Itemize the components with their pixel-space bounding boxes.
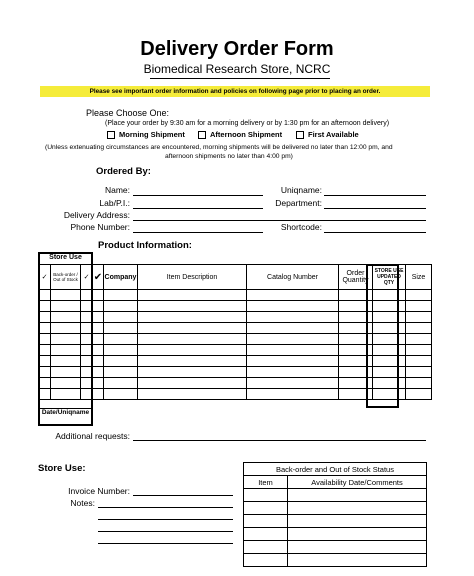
notes-line[interactable] [98,507,233,508]
department-label: Department: [275,198,322,208]
notes-label: Notes: [70,498,95,508]
table-row[interactable] [244,554,427,567]
name-field[interactable] [133,195,263,196]
lab-label: Lab/P.I.: [99,198,130,208]
bo-avail-col: Availability Date/Comments [288,476,427,489]
checkbox-icon[interactable] [107,131,115,139]
check-icon: ✔ [93,265,104,290]
store-use-box [38,252,93,426]
notes-line[interactable] [98,543,233,544]
bo-item-col: Item [244,476,288,489]
updated-qty-col: STORE USE UPDATED QTY [373,265,406,290]
backorder-table [243,462,427,567]
afternoon-option[interactable]: Afternoon Shipment [198,130,282,139]
shortcode-field[interactable] [324,232,426,233]
table-row[interactable] [244,502,427,515]
phone-label: Phone Number: [70,222,130,232]
company-col: Company [104,265,138,290]
form-subtitle: Biomedical Research Store, NCRC [143,62,331,76]
address-field[interactable] [133,220,426,221]
extenuating-note: (Unless extenuating circumstances are encountered, morning shipments will be delivered no later than 12:00 pm, and afternoon shipments no later than 4:00 pm) [45,144,393,160]
title-rule [150,78,330,79]
qty-col: Order Quantity [339,265,373,290]
table-row[interactable] [244,489,427,502]
date-uniqname-label: Date/Uniqname [41,409,90,416]
choose-note: (Place your order by 9:30 am for a morning delivery or by 1:30 pm for an afternoon delivery) [105,120,390,127]
policy-banner: Please see important order information and policies on following page prior to placing an order. [40,86,430,97]
updated-qty-box [366,264,399,408]
store-use-heading: Store Use: [38,463,86,474]
ordered-by-heading: Ordered By: [96,166,151,177]
backorder-title: Back-order and Out of Stock Status [244,463,427,476]
morning-option[interactable]: Morning Shipment [107,130,185,139]
notes-line[interactable] [98,519,233,520]
uniqname-label: Uniqname: [280,185,322,195]
phone-field[interactable] [133,232,263,233]
size-col: Size [406,265,432,290]
checkbox-icon[interactable] [198,131,206,139]
uniqname-field[interactable] [324,195,426,196]
table-row[interactable] [244,541,427,554]
store-use-header: Store Use [49,254,82,261]
address-label: Delivery Address: [63,210,130,220]
department-field[interactable] [324,208,426,209]
additional-label: Additional requests: [55,431,130,441]
additional-field[interactable] [133,440,426,441]
item-col: Item Description [138,265,247,290]
backorder-col: Back-order / Out of Stock [51,265,81,290]
checkbox-icon[interactable] [296,131,304,139]
invoice-label: Invoice Number: [68,486,130,496]
notes-line[interactable] [98,531,233,532]
first-available-option[interactable]: First Available [296,130,359,139]
table-row[interactable] [244,528,427,541]
name-label: Name: [104,185,130,195]
form-title: Delivery Order Form [140,38,334,60]
catalog-col: Catalog Number [247,265,339,290]
lab-field[interactable] [133,208,263,209]
invoice-field[interactable] [133,495,233,496]
choose-heading: Please Choose One: [86,108,170,118]
table-row[interactable] [244,515,427,528]
product-heading: Product Information: [98,240,192,251]
store-check-col: ✓ [39,265,51,290]
store-check2-col: ✓ [81,265,93,290]
shortcode-label: Shortcode: [280,222,322,232]
